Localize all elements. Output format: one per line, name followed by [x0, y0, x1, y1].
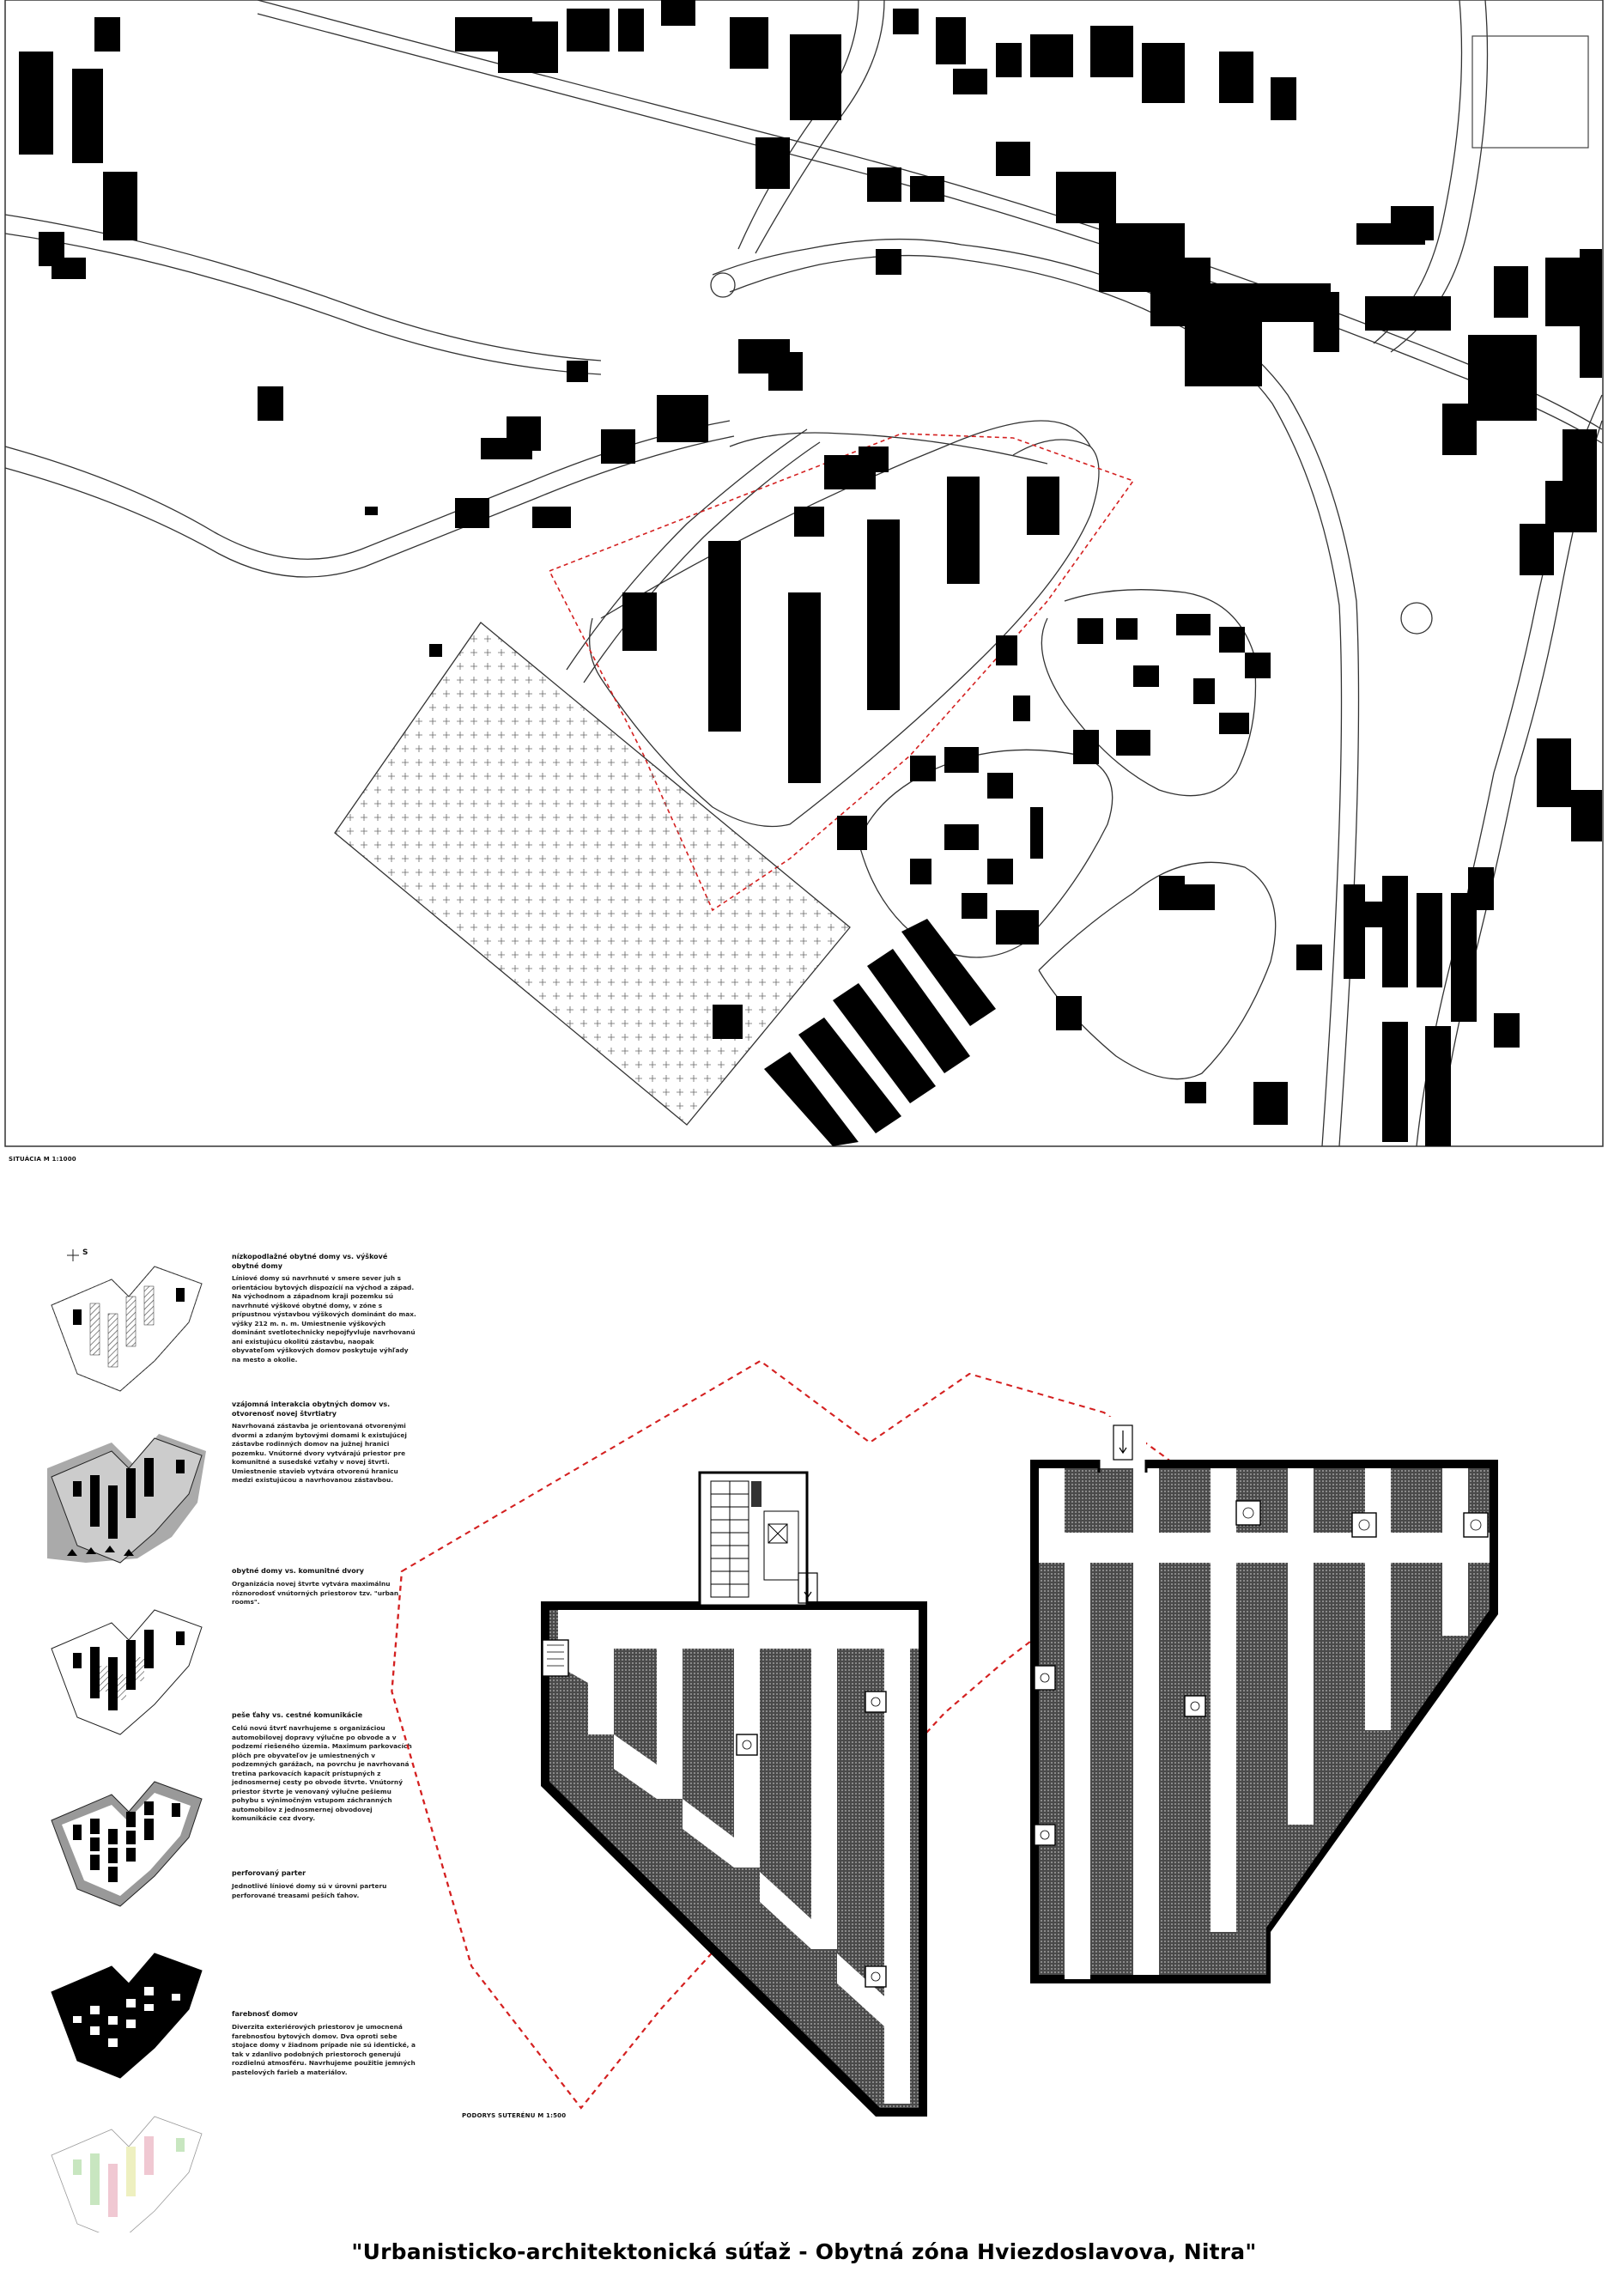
hatched-field — [335, 623, 850, 1125]
basement-label: PODORYS SUTERÉNU M 1:500 — [462, 2112, 567, 2119]
diagram-6 — [52, 2117, 202, 2232]
diagram-5 — [52, 1953, 202, 2078]
diagram-3-heading: obytné domy vs. komunitné dvory — [232, 1567, 364, 1575]
diagram-3-text: Organizácia novej štvrte vytvára maximálnu rôznorodosť vnútorných priestorov tzv. "urban rooms". — [232, 1580, 399, 1606]
diagram-2-heading: vzájomná interakcia obytných domov vs. otvorenosť novej štvrtiatry — [232, 1400, 391, 1418]
north-arrow-icon — [67, 1249, 79, 1261]
diagram-4 — [52, 1782, 202, 1906]
situation-label: SITUÁCIA M 1:1000 — [9, 1156, 76, 1163]
diagram-2-text: Navrhovaná zástavba je orientovaná otvorenými dvormi a zdaným bytovými domami k existujúcej zástavbe rodinných domov na južnej hranici pozemku. Vnútorné dvory vytvárajú priestor pre komunitné a susedské vzťahy v novej štvrti. Umiestnenie stavieb vytvára otvorenú hranicu medzi existujúcou a navrhovanou zástavbou. — [232, 1422, 407, 1484]
existing-linear-blocks — [764, 738, 1602, 1146]
garage-west — [541, 1473, 927, 2117]
diagram-1-heading: nízkopodlažné obytné domy vs. výškové obytné domy — [232, 1253, 388, 1270]
open-square — [1472, 36, 1588, 148]
diagram-3 — [52, 1610, 202, 1734]
diagram-5-heading: perforovaný parter — [232, 1869, 306, 1877]
diagram-thumbnails — [0, 1236, 223, 2232]
garage-east — [1030, 1417, 1498, 1983]
diagram-5-text: Jednotlivé líniové domy sú v úrovni parteru perforované treasami peších ťahov. — [232, 1882, 387, 1899]
diagram-4-text: Celú novú štvrť navrhujeme s organizáciou automobilovej dopravy výlučne po obvode a v podzemí riešeného územia. Maximum parkovacích plôch pre obyvateľov je umiestnených v podzemných garážach, na povrchu je navrhovaná tretina parkovacích kapacít prístupných z jednosmernej cesty po obvode štvrte. Vnútorný priestor štvrte je venovaný výlučne pešiemu pohybu s výnimočným vstupom záchranných automobilov z jednosmernej obvodovej komunikácie cez dvory. — [232, 1724, 412, 1822]
diagram-1 — [52, 1266, 202, 1391]
diagram-4-heading: peše ťahy vs. cestné komunikácie — [232, 1711, 363, 1719]
basement-plan — [378, 1288, 1580, 2198]
sheet-title: "Urbanisticko-architektonická súťaž - Obytná zóna Hviezdoslavova, Nitra" — [351, 2239, 1257, 2264]
diagram-6-text: Diverzita exteriérových priestorov je umocnená farebnosťou bytových domov. Dva oproti sebe stojace domy v žiadnom prípade nie sú identické, a tak v zdanlivo podobných priestoroch generujú rozdielnú atmosféru. Navrhujeme použitie jemných pastelových farieb a materiálov. — [232, 2023, 416, 2076]
north-label: S — [82, 1248, 88, 1257]
diagram-1-text: Líniové domy sú navrhnuté v smere sever juh s orientáciou bytových dispozícií na východ a západ. Na východnom a západnom kraji pozemku sú navrhnuté výškové obytné domy, v zóne s prípustnou výstavbou výškových dominánt do max. výšky 212 m. n. m. Umiestnenie výškových dominánt svetlotechnicky nepojfyvluje navrhovanú ani existujúcu okolitú zástavbu, naopak obyvateľom výškových domov poskytuje výhľady na mesto a okolie. — [232, 1274, 416, 1364]
diagram-6-heading: farebnosť domov — [232, 2010, 298, 2018]
diagram-2 — [47, 1434, 206, 1563]
